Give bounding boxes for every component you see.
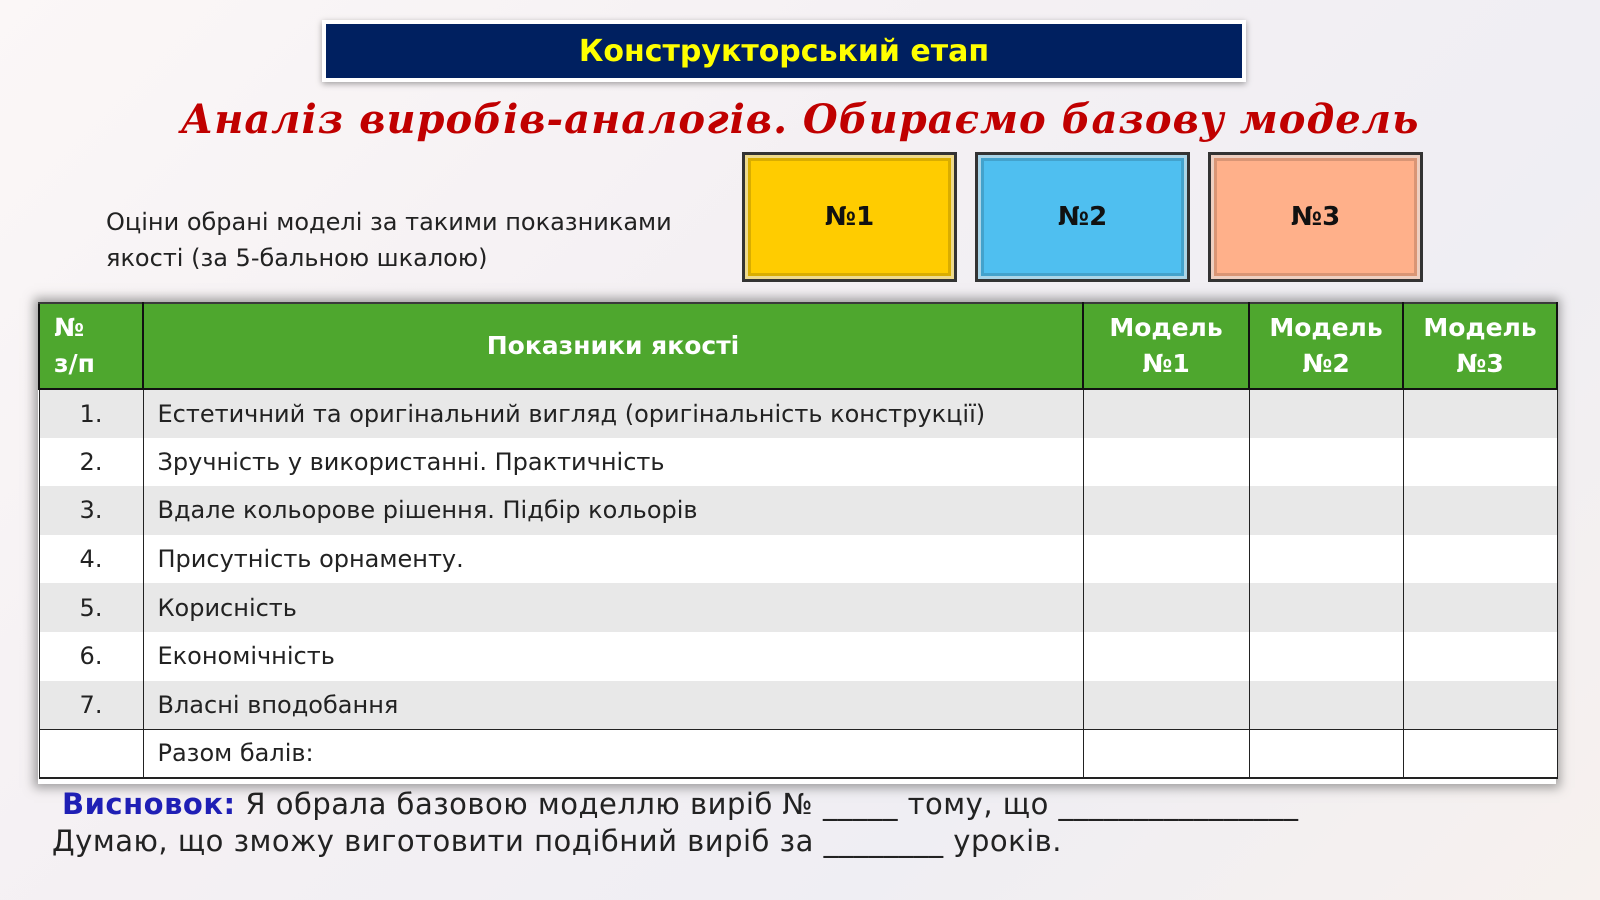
header-number-line-1: № [54,313,85,342]
score-cell-model-3[interactable] [1403,389,1557,438]
header-model-3-line-1: Модель [1423,313,1537,342]
header-model-3 [1403,303,1557,389]
header-model-1-line-1: Модель [1109,313,1223,342]
score-cell-model-1[interactable] [1083,535,1249,584]
total-label: Разом балів: [143,729,1083,778]
table-row [39,486,1557,535]
total-cell-model-2[interactable] [1249,729,1403,778]
table-row [39,389,1557,438]
score-cell-model-1[interactable] [1083,438,1249,487]
score-cell-model-2[interactable] [1249,535,1403,584]
table-header-row [39,303,1557,389]
score-cell-model-1[interactable] [1083,632,1249,681]
score-cell-model-2[interactable] [1249,389,1403,438]
model-box-3: №3 [1208,152,1423,282]
row-number: 6. [39,632,143,681]
score-cell-model-2[interactable] [1249,632,1403,681]
banner-title: Конструкторський етап [326,24,1242,78]
row-number: 1. [39,389,143,438]
row-number: 7. [39,681,143,730]
score-cell-model-2[interactable] [1249,438,1403,487]
conclusion-label: Висновок: [62,787,236,821]
header-number-line-2: з/п [54,349,95,378]
row-number: 3. [39,486,143,535]
table-row [39,535,1557,584]
conclusion-line-2: Думаю, що зможу виготовити подібний виріб за ________ уроків. [52,824,1062,858]
quality-table [38,302,1558,779]
score-cell-model-3[interactable] [1403,486,1557,535]
row-criteria: Економічність [143,632,1083,681]
header-model-1-line-2: №1 [1142,349,1190,378]
score-cell-model-3[interactable] [1403,438,1557,487]
header-number [39,303,143,389]
score-cell-model-1[interactable] [1083,389,1249,438]
conclusion-block [52,786,1552,860]
row-number: 2. [39,438,143,487]
row-criteria: Вдале кольорове рішення. Підбір кольорів [143,486,1083,535]
row-criteria: Корисність [143,583,1083,632]
score-cell-model-1[interactable] [1083,486,1249,535]
header-model-1 [1083,303,1249,389]
total-row [39,729,1557,778]
total-cell-model-3[interactable] [1403,729,1557,778]
model-box-1: №1 [742,152,957,282]
table-row [39,681,1557,730]
score-cell-model-3[interactable] [1403,583,1557,632]
table-row [39,438,1557,487]
page-subtitle: Аналіз виробів-аналогів. Обираємо базову модель [180,96,1420,143]
instruction-line-1: Оціни обрані моделі за такими показниками [106,208,672,236]
header-model-2-line-2: №2 [1302,349,1350,378]
header-model-3-line-2: №3 [1456,349,1504,378]
model-box-2: №2 [975,152,1190,282]
instruction-text [106,204,706,276]
header-criteria: Показники якості [143,303,1083,389]
conclusion-line-1 [52,786,1552,823]
instruction-line-2: якості (за 5-бальною шкалою) [106,244,488,272]
row-criteria: Власні вподобання [143,681,1083,730]
title-banner [322,20,1246,82]
score-cell-model-3[interactable] [1403,535,1557,584]
conclusion-text-1: Я обрала базовою моделлю виріб № _____ тому, що ________________ [235,787,1299,821]
row-criteria: Присутність орнаменту. [143,535,1083,584]
row-number: 4. [39,535,143,584]
score-cell-model-3[interactable] [1403,632,1557,681]
score-cell-model-2[interactable] [1249,486,1403,535]
table-row [39,632,1557,681]
row-criteria: Естетичний та оригінальний вигляд (оригінальність конструкції) [143,389,1083,438]
quality-table-wrapper [38,302,1556,784]
row-number: 5. [39,583,143,632]
header-model-2-line-1: Модель [1269,313,1383,342]
score-cell-model-3[interactable] [1403,681,1557,730]
score-cell-model-2[interactable] [1249,681,1403,730]
total-cell-model-1[interactable] [1083,729,1249,778]
score-cell-model-1[interactable] [1083,583,1249,632]
header-model-2 [1249,303,1403,389]
score-cell-model-1[interactable] [1083,681,1249,730]
total-number-cell [39,729,143,778]
row-criteria: Зручність у використанні. Практичність [143,438,1083,487]
score-cell-model-2[interactable] [1249,583,1403,632]
table-row [39,583,1557,632]
